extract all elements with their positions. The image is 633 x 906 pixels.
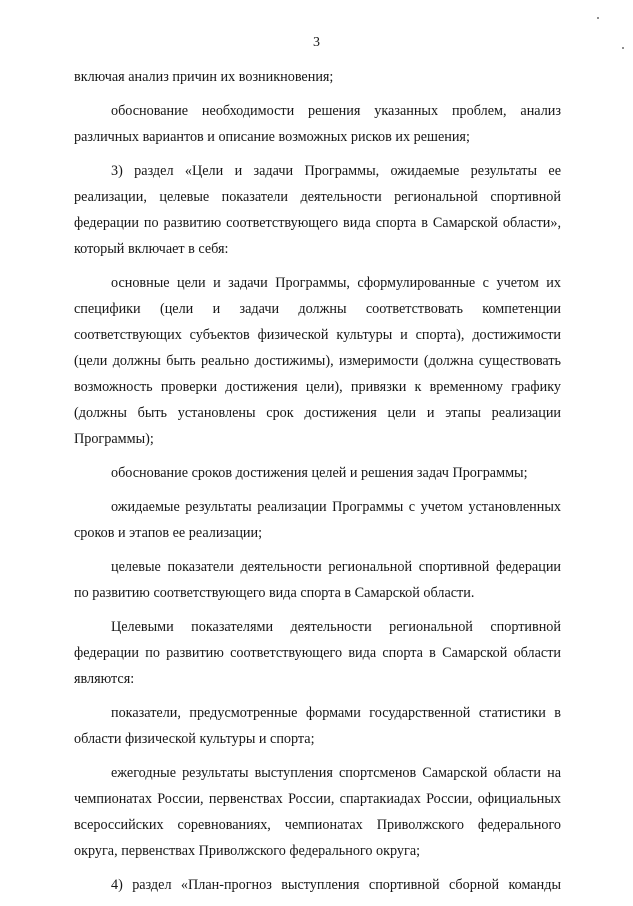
paragraph: 4) раздел «План-прогноз выступления спортивной сборной команды	[111, 877, 561, 893]
document-body	[74, 64, 561, 906]
paragraph: обоснование сроков достижения целей и решения задач Программы;	[111, 465, 528, 481]
paragraph: обоснование необходимости решения указанных проблем, анализ различных вариантов и описание возможных рисков их решения;	[74, 103, 561, 145]
page-number: 3	[313, 35, 320, 50]
paragraph: 3) раздел «Цели и задачи Программы, ожидаемые результаты ее реализации, целевые показатели деятельности региональной спортивной федерации по развитию соответствующего вида спорта в Самарской области», который включает в себя:	[74, 163, 561, 257]
paragraph: ожидаемые результаты реализации Программы с учетом установленных сроков и этапов ее реализации;	[74, 499, 561, 541]
scan-speck	[622, 47, 624, 49]
scan-speck	[597, 17, 599, 19]
paragraph: ежегодные результаты выступления спортсменов Самарской области на чемпионатах России, первенствах России, спартакиадах России, официальных всероссийских соревнованиях, чемпионатах Приволжского федерального округа, первенствах Приволжского федерального округа;	[74, 765, 561, 859]
paragraph: целевые показатели деятельности региональной спортивной федерации по развитию соответствующего вида спорта в Самарской области.	[74, 559, 561, 601]
paragraph: Целевыми показателями деятельности региональной спортивной федерации по развитию соответствующего вида спорта в Самарской области являются:	[74, 619, 561, 687]
paragraph: показатели, предусмотренные формами государственной статистики в области физической культуры и спорта;	[74, 705, 561, 747]
paragraph: включая анализ причин их возникновения;	[74, 69, 334, 85]
paragraph: основные цели и задачи Программы, сформулированные с учетом их специфики (цели и задачи должны соответствовать компетенции соответствующих субъектов физической культуры и спорта), достижимости (цели должны быть реально достижимы), измеримости (должна существовать возможность проверки достижения цели), привязки к временному графику (должны быть установлены срок достижения цели и этапы реализации Программы);	[74, 275, 561, 447]
